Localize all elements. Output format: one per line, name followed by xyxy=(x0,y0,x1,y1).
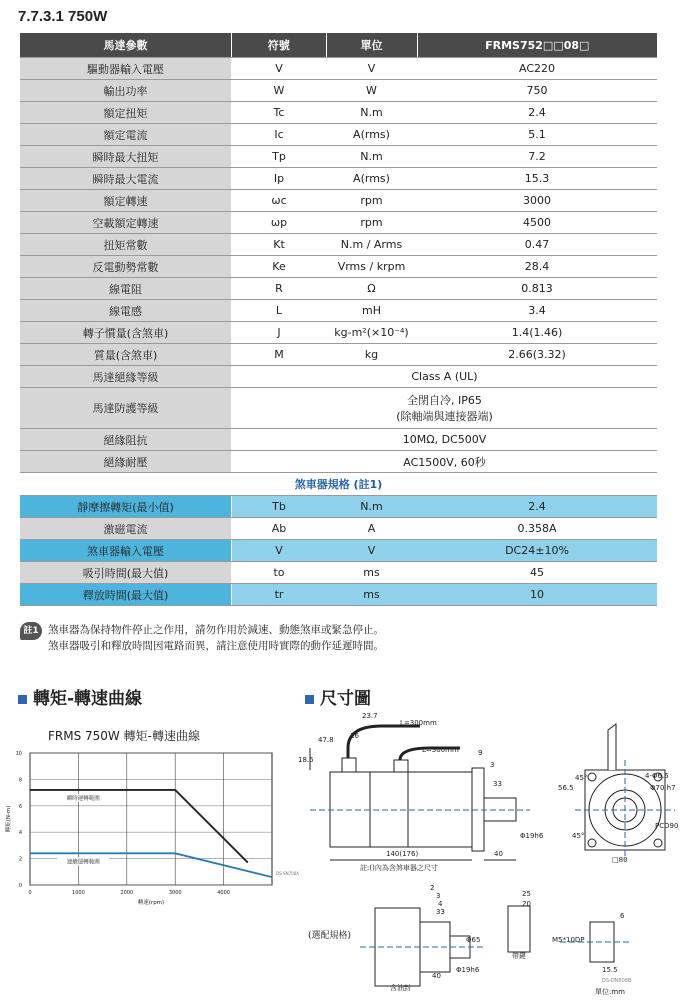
unit-cell: kg xyxy=(326,344,417,366)
symbol-cell: J xyxy=(232,322,327,344)
param-cell: 線電阻 xyxy=(20,278,232,300)
x-tick-label: 4000 xyxy=(217,890,230,896)
x-axis-label: 轉速(rpm) xyxy=(137,900,165,906)
dim-label: 20 xyxy=(522,900,531,908)
dim-label: 4 xyxy=(438,900,443,908)
brake-title: 煞車器規格 (註1) xyxy=(20,473,657,496)
value-cell: 0.358A xyxy=(417,518,657,540)
chart-title: FRMS 750W 轉矩-轉速曲線 xyxy=(48,729,200,743)
value-cell: Class A (UL) xyxy=(232,366,658,388)
y-tick-label: 10 xyxy=(15,751,22,757)
symbol-cell: V xyxy=(232,58,327,80)
symbol-cell: Tb xyxy=(232,496,327,518)
header-model: FRMS752□□08□ xyxy=(417,33,657,58)
dim-label: 含油封 xyxy=(390,984,411,992)
chart-footnote: DS-SN708A xyxy=(276,871,299,876)
param-cell: 馬達防護等級 xyxy=(20,388,232,429)
y-tick-label: 6 xyxy=(18,803,22,810)
symbol-cell: Ip xyxy=(232,168,327,190)
section-title: 7.7.3.1 750W xyxy=(18,8,108,25)
symbol-cell: Ic xyxy=(232,124,327,146)
param-cell: 驅動器輸入電壓 xyxy=(20,58,232,80)
unit-cell: N.m xyxy=(326,146,417,168)
param-cell: 額定電流 xyxy=(20,124,232,146)
table-row xyxy=(20,584,657,606)
table-row xyxy=(20,540,657,562)
table-header-row xyxy=(20,33,657,58)
brake-title-row xyxy=(20,473,657,496)
value-line: (除軸端與連接器端) xyxy=(396,410,493,423)
y-tick-label: 0 xyxy=(18,883,22,889)
dim-label: 140(176) xyxy=(386,850,419,858)
table-row xyxy=(20,366,657,388)
param-cell: 額定扭矩 xyxy=(20,102,232,124)
dim-label: 23.7 xyxy=(362,712,378,720)
unit-cell: N.m xyxy=(326,102,417,124)
dim-label: PCD90 xyxy=(655,822,679,830)
dim-label: 45° xyxy=(575,774,588,782)
bullet-square-icon xyxy=(18,695,27,704)
dimension-drawing xyxy=(290,710,690,998)
param-cell: 瞬時最大扭矩 xyxy=(20,146,232,168)
value-cell xyxy=(232,388,658,429)
unit-cell: V xyxy=(326,58,417,80)
dimension-section-header xyxy=(305,684,371,709)
dim-label: 9 xyxy=(478,749,483,757)
dim-label: L=300mm xyxy=(400,719,437,727)
series-label: 瞬時運轉範圍 xyxy=(66,795,100,802)
param-cell: 吸引時間(最大值) xyxy=(20,562,232,584)
header-symbol: 符號 xyxy=(232,33,327,58)
unit-cell: Vrms / krpm xyxy=(326,256,417,278)
param-cell: 絕緣耐壓 xyxy=(20,451,232,473)
param-cell: 馬達絕緣等級 xyxy=(20,366,232,388)
x-tick-label: 2000 xyxy=(120,890,134,896)
value-cell: 1.4(1.46) xyxy=(417,322,657,344)
y-axis-label: 轉矩(N-m) xyxy=(6,805,12,833)
symbol-cell: ωc xyxy=(232,190,327,212)
dim-label: 33 xyxy=(436,908,445,916)
dim-label: Φ19h6 xyxy=(456,966,480,974)
unit-cell: V xyxy=(326,540,417,562)
note-icon: 註1 xyxy=(20,622,42,640)
value-cell: 5.1 xyxy=(417,124,657,146)
table-row xyxy=(20,518,657,540)
unit-cell: A xyxy=(326,518,417,540)
param-cell: 絕緣阻抗 xyxy=(20,429,232,451)
dim-header-text: 尺寸圖 xyxy=(320,689,371,709)
header-unit: 單位 xyxy=(326,33,417,58)
param-cell: 反電動勢常數 xyxy=(20,256,232,278)
table-row xyxy=(20,562,657,584)
symbol-cell: ωp xyxy=(232,212,327,234)
note-line-1: 煞車器為保持物件停止之作用，請勿作用於減速、動態煞車或緊急停止。 xyxy=(48,624,384,636)
y-tick-label: 2 xyxy=(18,856,22,863)
unit-cell: Ω xyxy=(326,278,417,300)
param-cell: 煞車器輸入電壓 xyxy=(20,540,232,562)
param-cell: 轉子慣量(含煞車) xyxy=(20,322,232,344)
unit-cell: rpm xyxy=(326,212,417,234)
dim-label: 18.5 xyxy=(298,756,314,764)
dim-label: 2 xyxy=(430,884,435,892)
param-cell: 靜摩擦轉矩(最小值) xyxy=(20,496,232,518)
param-cell: 空載額定轉速 xyxy=(20,212,232,234)
table-row xyxy=(20,451,657,473)
dim-label: 註:()內為含煞車器之尺寸 xyxy=(360,864,438,872)
dim-label: 45° xyxy=(572,832,585,840)
table-row xyxy=(20,102,657,124)
dim-label: 4-Φ6.6 xyxy=(645,772,669,780)
dim-label: 3 xyxy=(490,761,495,769)
value-cell: 7.2 xyxy=(417,146,657,168)
value-cell: 4500 xyxy=(417,212,657,234)
symbol-cell: Tp xyxy=(232,146,327,168)
torque-section-header xyxy=(18,684,142,709)
dim-label: Φ70 h7 xyxy=(650,784,676,792)
table-row xyxy=(20,190,657,212)
unit-cell: A(rms) xyxy=(326,124,417,146)
table-row xyxy=(20,429,657,451)
x-tick-label: 3000 xyxy=(168,890,182,896)
symbol-cell: V xyxy=(232,540,327,562)
value-cell: 2.4 xyxy=(417,102,657,124)
x-tick-label: 1000 xyxy=(72,890,85,896)
param-cell: 質量(含煞車) xyxy=(20,344,232,366)
torque-header-text: 轉矩-轉速曲線 xyxy=(33,689,143,709)
value-cell: 3000 xyxy=(417,190,657,212)
symbol-cell: to xyxy=(232,562,327,584)
unit-cell: A(rms) xyxy=(326,168,417,190)
unit-cell: N.m / Arms xyxy=(326,234,417,256)
symbol-cell: R xyxy=(232,278,327,300)
symbol-cell: Ab xyxy=(232,518,327,540)
unit-cell: ms xyxy=(326,562,417,584)
table-row xyxy=(20,388,657,429)
param-cell: 線電感 xyxy=(20,300,232,322)
value-cell: AC220 xyxy=(417,58,657,80)
value-cell: 10 xyxy=(417,584,657,606)
symbol-cell: Tc xyxy=(232,102,327,124)
table-row xyxy=(20,256,657,278)
table-row xyxy=(20,322,657,344)
note-line-2: 煞車器吸引和釋放時間因電路而異，請注意使用時實際的動作延遲時間。 xyxy=(48,640,384,652)
unit-cell: rpm xyxy=(326,190,417,212)
value-cell: 15.3 xyxy=(417,168,657,190)
symbol-cell: Kt xyxy=(232,234,327,256)
table-row xyxy=(20,146,657,168)
x-tick-label: 0 xyxy=(28,890,32,896)
series-label: 連續運轉範圍 xyxy=(66,859,100,866)
dim-label: (選配規格) xyxy=(308,931,352,941)
table-row xyxy=(20,124,657,146)
y-tick-label: 8 xyxy=(18,777,22,784)
torque-speed-chart xyxy=(0,745,299,920)
table-row xyxy=(20,234,657,256)
y-tick-label: 4 xyxy=(18,830,22,837)
dim-label: 6 xyxy=(620,912,625,920)
dim-label: M5*10DP xyxy=(552,936,585,944)
value-cell: 10MΩ, DC500V xyxy=(232,429,658,451)
param-cell: 釋放時間(最大值) xyxy=(20,584,232,606)
table-row xyxy=(20,496,657,518)
dim-label: 56.5 xyxy=(558,784,574,792)
table-row xyxy=(20,278,657,300)
param-cell: 瞬時最大電流 xyxy=(20,168,232,190)
symbol-cell: L xyxy=(232,300,327,322)
dim-label: □80 xyxy=(612,856,628,864)
dim-label: 15.5 xyxy=(602,966,618,974)
symbol-cell: M xyxy=(232,344,327,366)
dim-label: DS-DN808B xyxy=(602,978,632,984)
table-row xyxy=(20,344,657,366)
value-cell: 2.4 xyxy=(417,496,657,518)
dim-label: 40 xyxy=(494,850,503,858)
dim-label: 33 xyxy=(493,780,502,788)
value-cell: 45 xyxy=(417,562,657,584)
value-cell: 0.47 xyxy=(417,234,657,256)
dim-label: 40 xyxy=(432,972,441,980)
dim-label: Φ65 xyxy=(466,936,481,944)
dim-label: 帶鍵 xyxy=(512,952,526,960)
dim-label: 3 xyxy=(436,892,441,900)
symbol-cell: W xyxy=(232,80,327,102)
dim-label: 47.8 xyxy=(318,736,334,744)
unit-cell: N.m xyxy=(326,496,417,518)
value-cell: 28.4 xyxy=(417,256,657,278)
table-row xyxy=(20,168,657,190)
value-cell: AC1500V, 60秒 xyxy=(232,451,658,473)
table-row xyxy=(20,212,657,234)
symbol-cell: Ke xyxy=(232,256,327,278)
header-param: 馬達參數 xyxy=(20,33,232,58)
table-row xyxy=(20,300,657,322)
dim-label: Φ19h6 xyxy=(520,832,544,840)
value-cell: DC24±10% xyxy=(417,540,657,562)
value-cell: 0.813 xyxy=(417,278,657,300)
param-cell: 額定轉速 xyxy=(20,190,232,212)
param-cell: 輸出功率 xyxy=(20,80,232,102)
bullet-square-icon xyxy=(305,695,314,704)
unit-cell: mH xyxy=(326,300,417,322)
dim-label: 25 xyxy=(522,890,531,898)
dim-label: 16 xyxy=(350,732,359,740)
dim-label: L=300mm xyxy=(422,746,459,754)
unit-cell: ms xyxy=(326,584,417,606)
symbol-cell: tr xyxy=(232,584,327,606)
param-cell: 扭矩常數 xyxy=(20,234,232,256)
value-cell: 2.66(3.32) xyxy=(417,344,657,366)
value-line: 全閉自冷, IP65 xyxy=(407,394,482,407)
param-cell: 激磁電流 xyxy=(20,518,232,540)
value-cell: 3.4 xyxy=(417,300,657,322)
unit-cell: W xyxy=(326,80,417,102)
value-cell: 750 xyxy=(417,80,657,102)
spec-table xyxy=(20,33,657,606)
table-row xyxy=(20,58,657,80)
table-row xyxy=(20,80,657,102)
unit-cell: kg-m²(×10⁻⁴) xyxy=(326,322,417,344)
dim-label: 單位:mm xyxy=(595,988,625,996)
